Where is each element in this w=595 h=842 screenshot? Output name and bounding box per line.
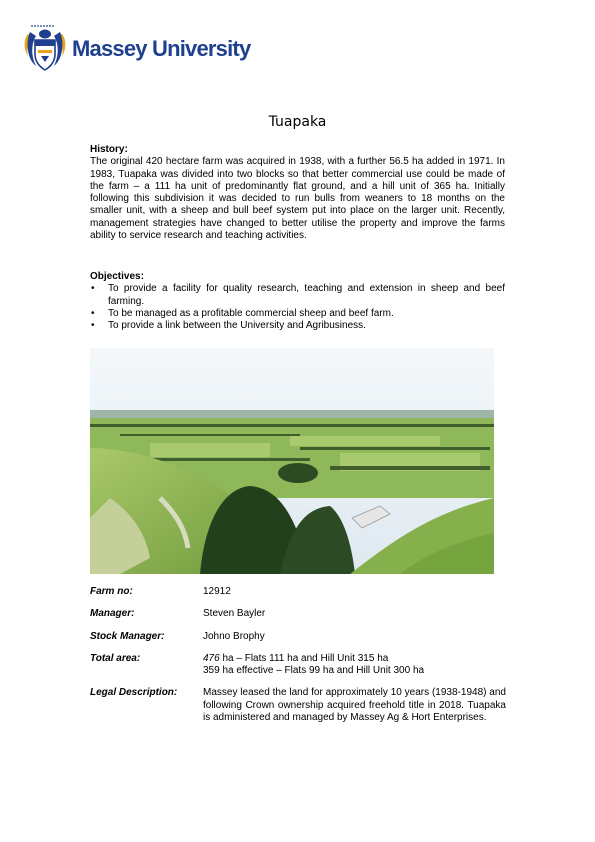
bullet-icon: • xyxy=(91,320,95,332)
manager-row xyxy=(90,608,506,620)
stock-manager-row xyxy=(90,631,506,643)
list-item xyxy=(90,308,505,320)
legal-description-row xyxy=(90,687,506,724)
stock-manager-label: Stock Manager: xyxy=(90,630,165,642)
manager-label: Manager: xyxy=(90,608,135,620)
total-area-line-2: 359 ha effective – Flats 99 ha and Hill Unit 300 ha xyxy=(203,665,425,677)
bullet-icon: • xyxy=(91,307,95,319)
objective-text: To provide a link between the University and Agribusiness. xyxy=(108,320,366,332)
page-title: Tuapaka xyxy=(268,114,327,130)
logo-wordmark: Massey University xyxy=(72,36,251,61)
farm-no-label: Farm no: xyxy=(90,586,133,597)
objectives-list xyxy=(90,283,505,332)
total-area-value xyxy=(203,653,506,678)
stock-manager-value: Johno Brophy xyxy=(203,630,265,642)
objectives-section xyxy=(90,271,505,332)
university-crest-icon xyxy=(22,24,68,72)
legal-description-value: Massey leased the land for approximately 10 years (1938-1948) and following Crown ownership acquired freehold title in 2018. Tuapaka is administered and managed by Massey Ag & Hort Enterprises. xyxy=(203,687,506,724)
total-area-row xyxy=(90,653,506,678)
history-text: The original 420 hectare farm was acquired in 1938, with a further 56.5 ha added in 1971. In 1983, Tuapaka was divided into two blocks so that better commercial use could be made of the farm – a 111 ha unit of predominantly flat ground, and a hill unit of 365 ha. Initially following this subdivision it was decided to run bulls from weaners to 18 months on the smaller unit, with a sheep and bull beef system put into place on the larger unit. Recently, management strategies have changed to better utilise the property and improve the farms ability to service research and teaching activities. xyxy=(90,156,505,242)
list-item xyxy=(90,283,505,308)
bullet-icon: • xyxy=(91,283,95,295)
farm-no-row xyxy=(90,586,506,598)
massey-logo xyxy=(22,24,251,72)
total-area-line-1 xyxy=(203,653,506,665)
objectives-heading: Objectives: xyxy=(90,271,144,282)
total-area-figure: 476 xyxy=(203,652,220,664)
manager-value: Steven Bayler xyxy=(203,608,266,620)
history-heading: History: xyxy=(90,144,128,155)
list-item xyxy=(90,320,505,332)
farm-landscape-photo xyxy=(90,348,494,574)
legal-description-label: Legal Description: xyxy=(90,687,178,699)
farm-no-value: 12912 xyxy=(203,586,231,597)
total-area-label: Total area: xyxy=(90,652,141,664)
objective-text: To be managed as a profitable commercial sheep and beef farm. xyxy=(108,307,394,319)
total-area-line-1-rest: ha – Flats 111 ha and Hill Unit 315 ha xyxy=(219,652,389,664)
history-section xyxy=(90,144,505,242)
farm-details xyxy=(90,586,506,734)
objective-text: To provide a facility for quality research, teaching and extension in sheep and beef farming. xyxy=(108,283,505,307)
